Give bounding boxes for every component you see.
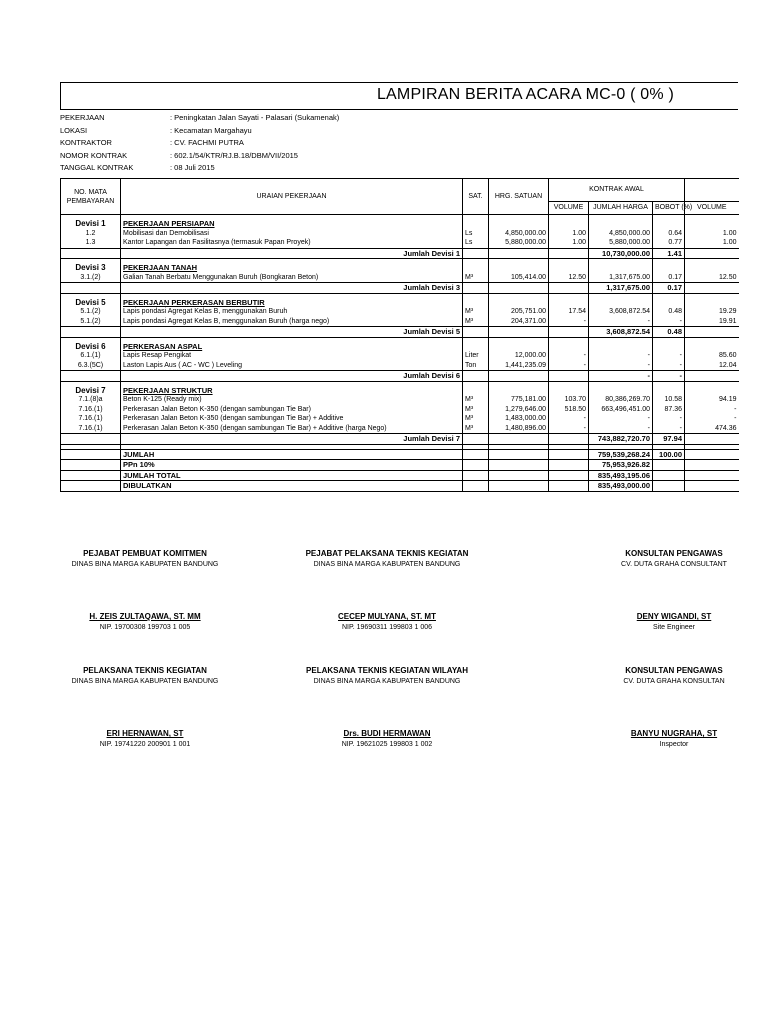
devisi-name: PEKERJAAN TANAH xyxy=(121,263,463,273)
devisi-total-value: 10,730,000.00 xyxy=(589,248,653,259)
header-uraian: URAIAN PEKERJAAN xyxy=(121,179,463,215)
item-desc: Lapis pondasi Agregat Kelas B, menggunakan Buruh (harga nego) xyxy=(121,317,463,327)
table-row xyxy=(61,405,739,415)
signature-name: BANYU NUGRAHA, ST xyxy=(630,729,718,738)
devisi-total-row xyxy=(61,283,739,294)
item-jumlah-harga: 4,850,000.00 xyxy=(589,229,653,239)
info-label: KONTRAKTOR xyxy=(60,138,112,147)
signature-title: KONSULTAN PENGAWAS xyxy=(625,549,723,558)
header-no-mata-line1: NO. MATA xyxy=(74,188,107,196)
signature-title: PEJABAT PELAKSANA TEKNIS KEGIATAN xyxy=(305,549,469,558)
header-bobot: BOBOT (%) xyxy=(653,202,685,215)
item-desc: Galian Tanah Berbatu Menggunakan Buruh (Bongkaran Beton) xyxy=(121,273,463,283)
item-bobot: 0.17 xyxy=(653,273,685,283)
signature-title: PELAKSANA TEKNIS KEGIATAN WILAYAH xyxy=(306,666,468,675)
signature-block xyxy=(35,549,255,631)
devisi-header-row xyxy=(61,386,739,396)
signature-org: CV. DUTA GRAHA CONSULTANT xyxy=(621,561,727,568)
item-bobot: 87.36 xyxy=(653,405,685,415)
summary-row xyxy=(61,460,739,471)
devisi-total-value: - xyxy=(589,371,653,382)
item-desc: Perkerasan Jalan Beton K-350 (dengan sambungan Tie Bar) xyxy=(121,405,463,415)
header-blank xyxy=(685,179,739,202)
summary-value: 75,953,926.82 xyxy=(589,460,653,471)
item-hrg-satuan: 5,880,000.00 xyxy=(489,238,549,248)
table-row xyxy=(61,424,739,434)
devisi-name: PERKERASAN ASPAL xyxy=(121,342,463,352)
info-row xyxy=(60,125,339,138)
signature-block xyxy=(35,666,255,748)
summary-label: JUMLAH xyxy=(121,449,463,460)
item-no: 3.1.(2) xyxy=(61,273,121,283)
devisi-total-row xyxy=(61,248,739,259)
item-no: 7.1.(8)a xyxy=(61,395,121,405)
devisi-total-bobot: 97.94 xyxy=(653,434,685,445)
table-row xyxy=(61,351,739,361)
item-sat: Liter xyxy=(463,351,489,361)
header-kontrak-awal: KONTRAK AWAL xyxy=(549,179,685,202)
devisi-code: Devisi 5 xyxy=(61,298,121,308)
item-sat: Ls xyxy=(463,229,489,239)
header-volume-2: VOLUME xyxy=(685,202,739,215)
info-label: LOKASI xyxy=(60,125,88,135)
item-no: 6.3.(5C) xyxy=(61,361,121,371)
item-no: 5.1.(2) xyxy=(61,317,121,327)
header-hrg-satuan: HRG. SATUAN xyxy=(489,179,549,215)
info-label: TANGGAL KONTRAK xyxy=(60,163,134,172)
info-value: : Kecamatan Margahayu xyxy=(170,125,252,135)
summary-label: PPn 10% xyxy=(121,460,463,471)
devisi-name: PEKERJAAN PERSIAPAN xyxy=(121,219,463,229)
header-sat: SAT. xyxy=(463,179,489,215)
table-row xyxy=(61,238,739,248)
item-volume-2: 85.60 xyxy=(685,351,739,361)
signature-name: CECEP MULYANA, ST. MT xyxy=(338,612,436,621)
item-desc: Perkerasan Jalan Beton K-350 (dengan sambungan Tie Bar) + Additive (harga Nego) xyxy=(121,424,463,434)
signature-block xyxy=(277,549,497,631)
item-bobot: 10.58 xyxy=(653,395,685,405)
summary-bobot: 100.00 xyxy=(653,449,685,460)
summary-value: 835,493,195.06 xyxy=(589,470,653,481)
signature-id: Inspector xyxy=(659,741,689,748)
signature-id: Site Engineer xyxy=(652,624,696,631)
devisi-name: PEKERJAAN STRUKTUR xyxy=(121,386,463,396)
title-box xyxy=(60,82,738,110)
devisi-header-row xyxy=(61,263,739,273)
table-row xyxy=(61,229,739,239)
signature-id: NIP. 19741220 200901 1 001 xyxy=(99,741,191,748)
item-no: 6.1.(1) xyxy=(61,351,121,361)
item-no: 1.3 xyxy=(61,238,121,248)
summary-value: 835,493,000.00 xyxy=(589,481,653,492)
item-hrg-satuan: 4,850,000.00 xyxy=(489,229,549,239)
item-hrg-satuan: 105,414.00 xyxy=(489,273,549,283)
item-no: 1.2 xyxy=(61,229,121,239)
item-volume-2: 12.50 xyxy=(685,273,739,283)
signature-name: ERI HERNAWAN, ST xyxy=(106,729,184,738)
summary-bobot xyxy=(653,460,685,471)
item-hrg-satuan: 204,371.00 xyxy=(489,317,549,327)
header-no-mata-line2: PEMBAYARAN xyxy=(66,197,115,205)
devisi-code: Devisi 6 xyxy=(61,342,121,352)
devisi-code: Devisi 1 xyxy=(61,219,121,229)
item-volume: 1.00 xyxy=(549,238,589,248)
item-hrg-satuan: 1,480,896.00 xyxy=(489,424,549,434)
devisi-name: PEKERJAAN PERKERASAN BERBUTIR xyxy=(121,298,463,308)
item-volume-2: 1.00 xyxy=(685,238,739,248)
table-row xyxy=(61,307,739,317)
item-desc: Lapis pondasi Agregat Kelas B, menggunakan Buruh xyxy=(121,307,463,317)
summary-value: 759,539,268.24 xyxy=(589,449,653,460)
item-bobot: - xyxy=(653,351,685,361)
signature-id: NIP. 19700308 199703 1 005 xyxy=(99,624,191,631)
item-volume-2: 474.36 xyxy=(685,424,739,434)
info-value: : CV. FACHMI PUTRA xyxy=(170,138,244,147)
item-volume: - xyxy=(549,414,589,424)
item-jumlah-harga: 3,608,872.54 xyxy=(589,307,653,317)
signature-block xyxy=(564,549,784,631)
signature-id: NIP. 19690311 199803 1 006 xyxy=(341,624,433,631)
devisi-total-label: Jumlah Devisi 7 xyxy=(121,434,463,445)
signature-name: Drs. BUDI HERMAWAN xyxy=(343,729,431,738)
item-desc: Perkerasan Jalan Beton K-350 (dengan sambungan Tie Bar) + Additive xyxy=(121,414,463,424)
signature-org: CV. DUTA GRAHA KONSULTAN xyxy=(623,678,725,685)
item-no: 7.16.(1) xyxy=(61,414,121,424)
devisi-total-value: 1,317,675.00 xyxy=(589,283,653,294)
devisi-total-row xyxy=(61,327,739,338)
item-volume-2: 19.29 xyxy=(685,307,739,317)
signature-org: DINAS BINA MARGA KABUPATEN BANDUNG xyxy=(313,561,461,568)
item-bobot: - xyxy=(653,414,685,424)
item-sat: M³ xyxy=(463,317,489,327)
item-volume-2: - xyxy=(685,414,739,424)
info-row xyxy=(60,150,339,163)
devisi-total-label: Jumlah Devisi 3 xyxy=(121,283,463,294)
item-volume-2: 12.04 xyxy=(685,361,739,371)
info-label: NOMOR KONTRAK xyxy=(60,150,128,160)
contract-info xyxy=(60,112,339,175)
table-row xyxy=(61,361,739,371)
summary-bobot xyxy=(653,481,685,492)
item-jumlah-harga: - xyxy=(589,414,653,424)
summary-row xyxy=(61,449,739,460)
item-hrg-satuan: 205,751.00 xyxy=(489,307,549,317)
summary-bobot xyxy=(653,470,685,481)
item-desc: Lapis Resap Pengikat xyxy=(121,351,463,361)
devisi-total-row xyxy=(61,371,739,382)
item-sat: M³ xyxy=(463,424,489,434)
item-jumlah-harga: 80,386,269.70 xyxy=(589,395,653,405)
item-hrg-satuan: 12,000.00 xyxy=(489,351,549,361)
devisi-header-row xyxy=(61,219,739,229)
devisi-code: Devisi 3 xyxy=(61,263,121,273)
item-hrg-satuan: 1,483,000.00 xyxy=(489,414,549,424)
devisi-header-row xyxy=(61,342,739,352)
item-volume-2: 19.91 xyxy=(685,317,739,327)
signature-name: H. ZEIS ZULTAQAWA, ST. MM xyxy=(89,612,201,621)
info-row xyxy=(60,137,339,150)
signature-title: PEJABAT PEMBUAT KOMITMEN xyxy=(83,549,207,558)
item-bobot: 0.48 xyxy=(653,307,685,317)
summary-label: DIBULATKAN xyxy=(121,481,463,492)
table-row xyxy=(61,317,739,327)
devisi-header-row xyxy=(61,298,739,308)
devisi-total-bobot: 0.17 xyxy=(653,283,685,294)
item-jumlah-harga: 663,496,451.00 xyxy=(589,405,653,415)
item-sat: Ton xyxy=(463,361,489,371)
devisi-code: Devisi 7 xyxy=(61,386,121,396)
item-jumlah-harga: - xyxy=(589,361,653,371)
item-bobot: - xyxy=(653,361,685,371)
item-sat: M³ xyxy=(463,395,489,405)
item-volume-2: - xyxy=(685,405,739,415)
header-volume: VOLUME xyxy=(549,202,589,215)
item-bobot: 0.64 xyxy=(653,229,685,239)
devisi-total-bobot: - xyxy=(653,371,685,382)
signature-block xyxy=(564,666,784,748)
info-row xyxy=(60,162,339,175)
item-bobot: - xyxy=(653,424,685,434)
item-volume: - xyxy=(549,351,589,361)
signature-block xyxy=(277,666,497,748)
devisi-total-bobot: 0.48 xyxy=(653,327,685,338)
item-bobot: - xyxy=(653,317,685,327)
table-row xyxy=(61,273,739,283)
item-volume: - xyxy=(549,424,589,434)
item-hrg-satuan: 775,181.00 xyxy=(489,395,549,405)
devisi-total-label: Jumlah Devisi 5 xyxy=(121,327,463,338)
item-hrg-satuan: 1,279,646.00 xyxy=(489,405,549,415)
item-volume: 17.54 xyxy=(549,307,589,317)
header-no-mata xyxy=(61,179,121,215)
item-sat: M³ xyxy=(463,273,489,283)
item-no: 7.16.(1) xyxy=(61,424,121,434)
devisi-total-bobot: 1.41 xyxy=(653,248,685,259)
item-jumlah-harga: 5,880,000.00 xyxy=(589,238,653,248)
summary-row xyxy=(61,470,739,481)
summary-label: JUMLAH TOTAL xyxy=(121,470,463,481)
item-volume: 103.70 xyxy=(549,395,589,405)
devisi-total-value: 743,882,720.70 xyxy=(589,434,653,445)
document-title: LAMPIRAN BERITA ACARA MC-0 ( 0% ) xyxy=(376,86,674,103)
item-jumlah-harga: - xyxy=(589,424,653,434)
header-jumlah-harga: JUMLAH HARGA xyxy=(589,202,653,215)
info-value: : 08 Juli 2015 xyxy=(170,163,215,172)
item-desc: Laston Lapis Aus ( AC - WC ) Leveling xyxy=(121,361,463,371)
item-desc: Kantor Lapangan dan Fasilitasnya (termasuk Papan Proyek) xyxy=(121,238,463,248)
info-value: : 602.1/54/KTR/RJ.B.18/DBM/VII/2015 xyxy=(170,150,298,160)
item-sat: M³ xyxy=(463,414,489,424)
signature-org: DINAS BINA MARGA KABUPATEN BANDUNG xyxy=(71,561,219,568)
item-jumlah-harga: 1,317,675.00 xyxy=(589,273,653,283)
item-sat: Ls xyxy=(463,238,489,248)
info-row xyxy=(60,112,339,125)
item-volume: - xyxy=(549,317,589,327)
contract-table xyxy=(60,178,739,492)
item-jumlah-harga: - xyxy=(589,317,653,327)
signature-name: DENY WIGANDI, ST xyxy=(636,612,712,621)
devisi-total-label: Jumlah Devisi 6 xyxy=(121,371,463,382)
summary-row xyxy=(61,481,739,492)
item-sat: M³ xyxy=(463,307,489,317)
devisi-total-value: 3,608,872.54 xyxy=(589,327,653,338)
signature-org: DINAS BINA MARGA KABUPATEN BANDUNG xyxy=(313,678,461,685)
signature-title: KONSULTAN PENGAWAS xyxy=(625,666,723,675)
signature-id: NIP. 19621025 199803 1 002 xyxy=(341,741,433,748)
item-volume: 1.00 xyxy=(549,229,589,239)
devisi-total-row xyxy=(61,434,739,445)
item-no: 5.1.(2) xyxy=(61,307,121,317)
item-sat: M³ xyxy=(463,405,489,415)
item-volume-2: 1.00 xyxy=(685,229,739,239)
signature-org: DINAS BINA MARGA KABUPATEN BANDUNG xyxy=(71,678,219,685)
item-volume: - xyxy=(549,361,589,371)
signature-title: PELAKSANA TEKNIS KEGIATAN xyxy=(83,666,207,675)
item-hrg-satuan: 1,441,235.09 xyxy=(489,361,549,371)
table-row xyxy=(61,414,739,424)
info-label: PEKERJAAN xyxy=(60,113,105,122)
table-row xyxy=(61,395,739,405)
item-bobot: 0.77 xyxy=(653,238,685,248)
devisi-total-label: Jumlah Devisi 1 xyxy=(121,248,463,259)
info-value: : Peningkatan Jalan Sayati - Palasari (Sukamenak) xyxy=(170,113,340,122)
item-jumlah-harga: - xyxy=(589,351,653,361)
item-volume: 12.50 xyxy=(549,273,589,283)
item-volume: 518.50 xyxy=(549,405,589,415)
item-volume-2: 94.19 xyxy=(685,395,739,405)
item-desc: Mobilisasi dan Demobilisasi xyxy=(121,229,463,239)
item-no: 7.16.(1) xyxy=(61,405,121,415)
item-desc: Beton K-125 (Ready mix) xyxy=(121,395,463,405)
